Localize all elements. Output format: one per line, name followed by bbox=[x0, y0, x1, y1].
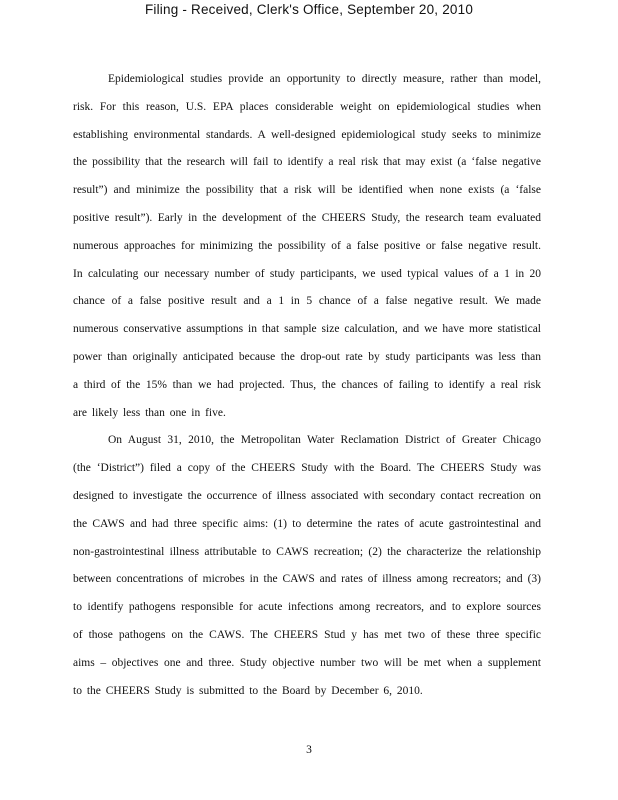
page-number: 3 bbox=[306, 744, 312, 756]
document-body bbox=[73, 66, 541, 705]
paragraph-epidemiology: Epidemiological studies provide an opportunity to directly measure, rather than model, risk. For this reason, U.S. EPA places considerable weight on epidemiological studies when establishing environmental standards. A well-designed epidemiological study seeks to minimize the possibility that the research will fail to identify a real risk that may exist (a ‘false negative result”) and minimize the possibility that a risk will be identified when none exists (a ‘false positive result”). Early in the development of the CHEERS Study, the research team evaluated numerous approaches for minimizing the possibility of a false positive or false negative result. In calculating our necessary number of study participants, we used typical values of a 1 in 20 chance of a false positive result and a 1 in 5 chance of a false negative result. We made numerous conservative assumptions in that sample size calculation, and we have more statistical power than originally anticipated because the drop-out rate by study participants was less than a third of the 15% than we had projected. Thus, the chances of failing to identify a real risk are likely less than one in five. bbox=[73, 73, 541, 419]
paragraph-cheers-study: On August 31, 2010, the Metropolitan Water Reclamation District of Greater Chicago (the ‘District”) filed a copy of the CHEERS Study with the Board. The CHEERS Study was designed to investigate the occurrence of illness associated with secondary contact recreation on the CAWS and had three specific aims: (1) to determine the rates of acute gastrointestinal and non-gastrointestinal illness attributable to CAWS recreation; (2) the characterize the relationship between concentrations of microbes in the CAWS and rates of illness among recreators; and (3) to identify pathogens responsible for acute infections among recreators, and to explore sources of those pathogens on the CAWS. The CHEERS Stud y has met two of these three specific aims – objectives one and three. Study objective number two will be met when a supplement to the CHEERS Study is submitted to the Board by December 6, 2010. bbox=[73, 434, 541, 697]
filing-header: Filing - Received, Clerk's Office, September 20, 2010 bbox=[144, 2, 474, 17]
